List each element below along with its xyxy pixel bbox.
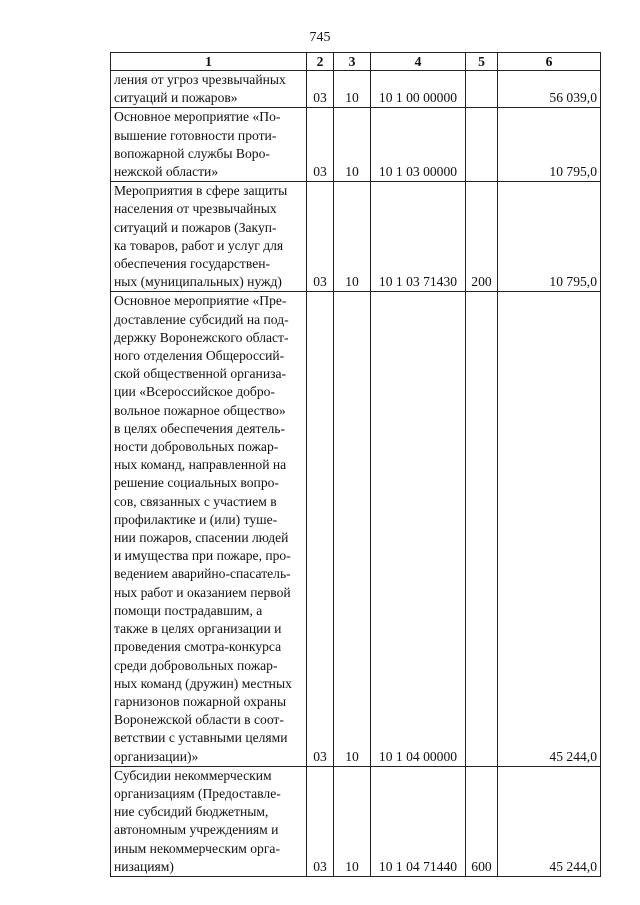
cell-name-line: ных работ и оказанием первой (114, 584, 291, 600)
cell-name-line: ка товаров, работ и услуг для (114, 237, 284, 253)
cell-name-line: вышение готовности проти- (114, 127, 277, 143)
cell-sum: 45 244,0 (498, 766, 601, 876)
cell-rz: 03 (307, 292, 334, 766)
cell-pr: 10 (334, 71, 371, 108)
cell-name-line: Мероприятия в сфере защиты (114, 183, 288, 199)
cell-name-line: и имущества при пожаре, про- (114, 548, 291, 564)
cell-name-line: организациям (Предоставле- (114, 785, 281, 801)
cell-pr: 10 (334, 766, 371, 876)
cell-pr: 10 (334, 182, 371, 292)
table-row (111, 108, 601, 182)
cell-name-line: ветствии с уставными целями (114, 730, 288, 746)
cell-name-line: гарнизонов пожарной охраны (114, 693, 287, 709)
cell-sum: 45 244,0 (498, 292, 601, 766)
cell-name (111, 108, 307, 182)
column-header-rz: 2 (307, 53, 334, 71)
cell-name-line: ного отделения Общероссий- (114, 348, 285, 364)
cell-vr (466, 71, 498, 108)
cell-name-line: вольное пожарное общество» (114, 402, 286, 418)
cell-sum: 56 039,0 (498, 71, 601, 108)
cell-name-line: профилактике и (или) туше- (114, 511, 278, 527)
column-header-pr: 3 (334, 53, 371, 71)
budget-table (110, 52, 601, 877)
cell-rz: 03 (307, 71, 334, 108)
table-row (111, 182, 601, 292)
cell-name-line: вопожарной службы Воро- (114, 145, 270, 161)
cell-name-line: ние субсидий бюджетным, (114, 804, 269, 820)
cell-name-line: населения от чрезвычайных (114, 201, 277, 217)
cell-rz: 03 (307, 766, 334, 876)
cell-name (111, 182, 307, 292)
column-header-csr: 4 (371, 53, 466, 71)
cell-name-line: ситуаций и пожаров» (114, 90, 238, 106)
cell-csr: 10 1 04 00000 (371, 292, 466, 766)
cell-rz: 03 (307, 182, 334, 292)
cell-name-line: ления от угроз чрезвычайных (114, 72, 286, 87)
cell-name-line: ситуаций и пожаров (Закуп- (114, 219, 277, 235)
cell-csr: 10 1 03 71430 (371, 182, 466, 292)
cell-name-line: также в целях организации и (114, 621, 282, 637)
table-body (111, 71, 601, 877)
cell-name-line: держку Воронежского област- (114, 329, 289, 345)
cell-name-line: ности добровольных пожар- (114, 439, 279, 455)
cell-csr: 10 1 03 00000 (371, 108, 466, 182)
column-header-name: 1 (111, 53, 307, 71)
cell-name-line: низациям) (114, 858, 174, 874)
cell-name-line: Субсидии некоммерческим (114, 767, 272, 783)
cell-name-line: организации)» (114, 748, 199, 764)
cell-name-line: иным некоммерческим орга- (114, 840, 280, 856)
cell-name (111, 71, 307, 108)
cell-csr: 10 1 04 71440 (371, 766, 466, 876)
page-number: 745 (309, 30, 331, 45)
cell-sum: 10 795,0 (498, 108, 601, 182)
cell-name (111, 292, 307, 766)
cell-name-line: решение социальных вопро- (114, 475, 279, 491)
table-row (111, 71, 601, 108)
cell-name-line: Основное мероприятие «Пре- (114, 293, 287, 309)
cell-name-line: Основное мероприятие «По- (114, 109, 281, 125)
cell-name-line: ных команд, направленной на (114, 457, 287, 473)
column-header-vr: 5 (466, 53, 498, 71)
cell-name-line: автономным учреждениям и (114, 822, 279, 838)
cell-csr: 10 1 00 00000 (371, 71, 466, 108)
cell-name-line: ской общественной организа- (114, 366, 287, 382)
cell-pr: 10 (334, 292, 371, 766)
table-row (111, 292, 601, 766)
cell-name-line: проведения смотра-конкурса (114, 639, 282, 655)
cell-name-line: в целях обеспечения деятель- (114, 420, 286, 436)
cell-vr: 600 (466, 766, 498, 876)
cell-pr: 10 (334, 108, 371, 182)
cell-sum: 10 795,0 (498, 182, 601, 292)
cell-name-line: среди добровольных пожар- (114, 657, 278, 673)
cell-name-line: обеспечения государствен- (114, 256, 271, 272)
cell-vr: 200 (466, 182, 498, 292)
cell-name-line: ции «Всероссийское добро- (114, 384, 275, 400)
cell-vr (466, 108, 498, 182)
column-header-sum: 6 (498, 53, 601, 71)
cell-name-line: ведением аварийно-спасатель- (114, 566, 291, 582)
cell-name-line: ных команд (дружин) местных (114, 675, 292, 691)
cell-name-line: ных (муниципальных) нужд) (114, 274, 282, 290)
cell-name-line: нии пожаров, спасении людей (114, 530, 289, 546)
cell-name-line: нежской области» (114, 164, 219, 180)
cell-rz: 03 (307, 108, 334, 182)
cell-name-line: сов, связанных с участием в (114, 493, 277, 509)
table-row (111, 766, 601, 876)
cell-name (111, 766, 307, 876)
cell-name-line: Воронежской области в соот- (114, 712, 284, 728)
cell-name-line: доставление субсидий на под- (114, 311, 289, 327)
table-header-row (111, 53, 601, 71)
cell-name-line: помощи пострадавшим, а (114, 602, 263, 618)
cell-vr (466, 292, 498, 766)
